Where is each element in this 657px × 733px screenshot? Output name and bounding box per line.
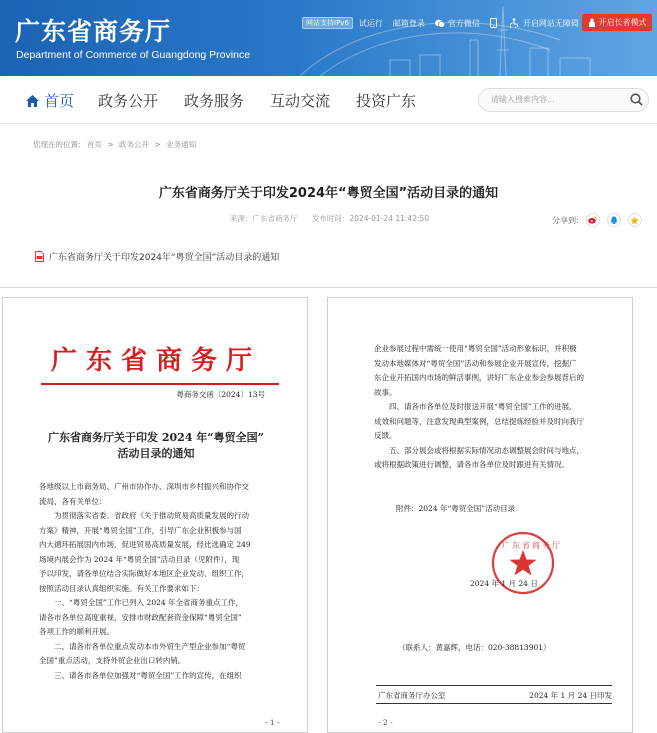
wechat-icon (435, 19, 445, 28)
article-source: 来源：广东省商务厅 (230, 214, 298, 223)
body-line: 各地级以上市商务局、广州市协作办、深圳市乡村振兴和协作交 (39, 482, 249, 491)
home-icon (25, 94, 40, 108)
seal-text: 广东省商务厅 (502, 541, 562, 550)
page-number: - 2 - (378, 718, 393, 727)
footer-rule (376, 685, 612, 686)
breadcrumb-prefix: 您现在的位置: (33, 140, 81, 149)
body-line: 二、请各市各单位重点发动本市外贸生产型企业参加“粤贸 (39, 641, 246, 651)
nav-home[interactable] (25, 90, 74, 111)
body-line: 按照活动目录认真组织实施。有关工作要求如下： (39, 583, 204, 593)
document-title (3, 430, 309, 462)
elder-icon (588, 18, 596, 27)
document-body (374, 342, 610, 473)
page-number: - 1 - (265, 718, 280, 727)
breadcrumb-separator: > (107, 140, 114, 149)
qzone-star-icon (630, 216, 639, 225)
elder-mode-label: 开启长者模式 (598, 18, 647, 27)
attachment-link[interactable] (35, 250, 279, 263)
breadcrumb-separator: > (154, 140, 161, 149)
body-line: 方案》精神，开展“粤贸全国”工作，引导广东企业积极参与国 (39, 525, 242, 535)
mail-login-link[interactable] (393, 18, 425, 29)
attachment-line: 附件：2024 年“粤贸全国”活动目录 (396, 504, 516, 513)
elder-mode-button[interactable] (582, 14, 652, 31)
body-line: 或将根据政策进行调整，请各市各单位及时跟进有关情况。 (374, 460, 569, 469)
body-line: 东企业开拓国内市场的鲜活事例，讲好广东企业参会参展背后的 (374, 373, 584, 382)
breadcrumb-home[interactable]: 首页 (86, 140, 102, 149)
share-weibo-button[interactable] (586, 213, 600, 227)
body-line: 故事。 (374, 387, 397, 397)
document-body (39, 480, 281, 683)
body-line: 企业参展过程中需统一使用“粤贸全国”活动形象标识，并积极 (374, 344, 577, 353)
document-org-header: 广东省商务厅 (50, 346, 261, 376)
body-line: 反馈。 (374, 431, 397, 440)
body-line: 四、请各市各单位及时报送开展“粤贸全国”工作的进展、 (374, 402, 577, 411)
mail-login-label: 邮箱登录 (392, 18, 425, 28)
share-qq-button[interactable] (607, 213, 621, 227)
pdf-file-icon (35, 251, 44, 262)
body-line: 予以印发，请各单位结合实际做好本地区企业发动、组织工作， (39, 569, 249, 578)
body-line: 为贯彻落实省委、省政府《关于推动贸易高质量发展的行动 (39, 511, 249, 520)
footer-rule (376, 703, 612, 704)
signature-date: 2024 年 1 月 24 日 (470, 579, 538, 588)
document-number: 粤商务交函〔2024〕13号 (176, 390, 265, 399)
share-label: 分享到: (552, 215, 579, 225)
article-meta (230, 213, 441, 224)
attachment-label: 广东省商务厅关于印发2024年“粤贸全国”活动目录的通知 (49, 253, 280, 263)
body-line: 请各市各单位高度重视，安排市财政配套资金保障“粤贸全国” (39, 612, 242, 622)
site-banner (0, 0, 657, 76)
section-divider (0, 287, 657, 288)
nav-government-affairs[interactable]: 政务公开 (98, 92, 159, 110)
accessibility-label: 开启网站无障碍 (522, 18, 579, 28)
breadcrumb-government-affairs[interactable]: 政务公开 (119, 140, 149, 149)
body-line: 各项工作的顺利开展。 (39, 627, 114, 636)
body-line: 三、请各市各单位加强对“粤贸全国”工作的宣传，在组织 (39, 670, 242, 680)
body-line: 成效和问题等，注意发现典型案例，总结提炼经验并及时向我厅 (374, 416, 584, 426)
article-title: 广东省商务厅关于印发2024年“粤贸全国”活动目录的通知 (158, 186, 499, 201)
body-line: 场境内展会作为 2024 年“粤贸全国”活动目录（见附件），现 (39, 554, 240, 564)
top-links (302, 15, 589, 31)
document-page-2 (327, 297, 633, 733)
breadcrumb-business-notice[interactable]: 业务通知 (166, 140, 197, 149)
body-line: 全国”重点活动，支持外贸企业出口转内销。 (39, 656, 186, 665)
wechat-label: 官方微信 (447, 18, 480, 28)
nav-interaction[interactable]: 互动交流 (270, 92, 331, 110)
document-title-line: 广东省商务厅关于印发 2024 年“粤贸全国” (48, 431, 264, 444)
mobile-link[interactable] (490, 18, 500, 28)
ipv6-badge: 网站支持IPv6 (302, 17, 353, 29)
body-line: 五、部分展会或将根据实际情况动态调整展会时间与地点， (374, 445, 584, 455)
nav-government-services[interactable]: 政务服务 (184, 92, 245, 110)
trial-run-link[interactable]: 试运行 (358, 18, 383, 28)
search-input[interactable]: 请输入搜索内容... (478, 88, 649, 112)
contact-line: （联系人：黄嘉辉，电话：020-38813901） (398, 643, 551, 652)
wechat-link[interactable] (435, 18, 480, 29)
site-subtitle: Department of Commerce of Guangdong Province (16, 49, 251, 61)
body-line: 发动本地媒体对“粤贸全国”活动和参展企业开展宣传，挖掘广 (374, 358, 577, 368)
body-line: 一、“粤贸全国”工作已列入 2024 年全省商务重点工作， (39, 598, 244, 607)
footer-date: 2024 年 1 月 24 日印发 (529, 691, 612, 700)
qq-icon (610, 216, 618, 225)
breadcrumb (33, 139, 196, 150)
document-page-1 (2, 297, 308, 733)
document-title-line: 活动目录的通知 (117, 447, 195, 460)
site-title[interactable]: 广东省商务厅 (15, 17, 172, 46)
document-footer (378, 690, 612, 701)
body-line: 内大循环拓展国内市场，促进贸易高质量发展，经比选确定 249 (39, 540, 251, 549)
nav-home-label: 首页 (44, 92, 75, 110)
nav-invest-guangdong[interactable]: 投资广东 (356, 92, 417, 110)
weibo-icon (588, 216, 597, 224)
mobile-icon (490, 18, 497, 28)
footer-office: 广东省商务厅办公室 (378, 691, 446, 700)
accessibility-link[interactable] (510, 18, 579, 29)
red-rule (41, 383, 279, 385)
share-qzone-button[interactable] (628, 213, 642, 227)
search-icon[interactable] (630, 93, 643, 106)
body-line: 流局，各有关单位： (39, 496, 107, 506)
article-time: 发布时间：2024-01-24 11:42:50 (311, 214, 430, 223)
share-bar (552, 213, 642, 227)
accessibility-icon (510, 18, 520, 28)
